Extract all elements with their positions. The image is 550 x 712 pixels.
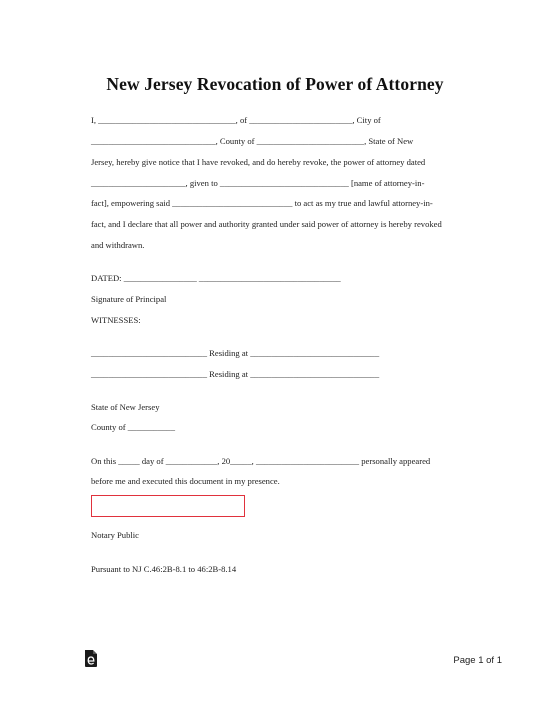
notary-line: On this _____ day of ____________, 20_____, ________________________ personally appeared [91,456,431,466]
state-line: State of New Jersey [91,402,160,412]
notary-signature-field[interactable] [91,495,245,517]
body-line: fact], empowering said ____________________________ to act as my true and lawful attorney-in- [91,198,433,208]
dated-line: DATED: _________________ _________________________________ [91,273,341,283]
witness-line: ___________________________ Residing at ______________________________ [91,348,380,358]
body-line: ______________________, given to ______________________________ [name of attorney-in- [91,178,425,188]
witness-line: ___________________________ Residing at ______________________________ [91,369,380,379]
document-e-icon [84,650,98,667]
witnesses-label: WITNESSES: [91,315,141,325]
body-line: fact, and I declare that all power and authority granted under said power of attorney is hereby revoked [91,219,442,229]
page-number: Page 1 of 1 [453,655,502,666]
statute-line: Pursuant to NJ C.46:2B-8.1 to 46:2B-8.14 [91,564,237,574]
document-title: New Jersey Revocation of Power of Attorney [106,74,444,94]
body-line: _____________________________, County of _________________________, State of New [91,136,414,146]
body-line: I, ________________________________, of ________________________, City of [91,115,381,125]
body-line: and withdrawn. [91,240,145,250]
notary-line: before me and executed this document in my presence. [91,476,280,486]
signature-label: Signature of Principal [91,294,167,304]
county-line: County of ___________ [91,422,176,432]
body-line: Jersey, hereby give notice that I have revoked, and do hereby revoke, the power of attorney dated [91,157,426,167]
notary-public-label: Notary Public [91,530,139,540]
